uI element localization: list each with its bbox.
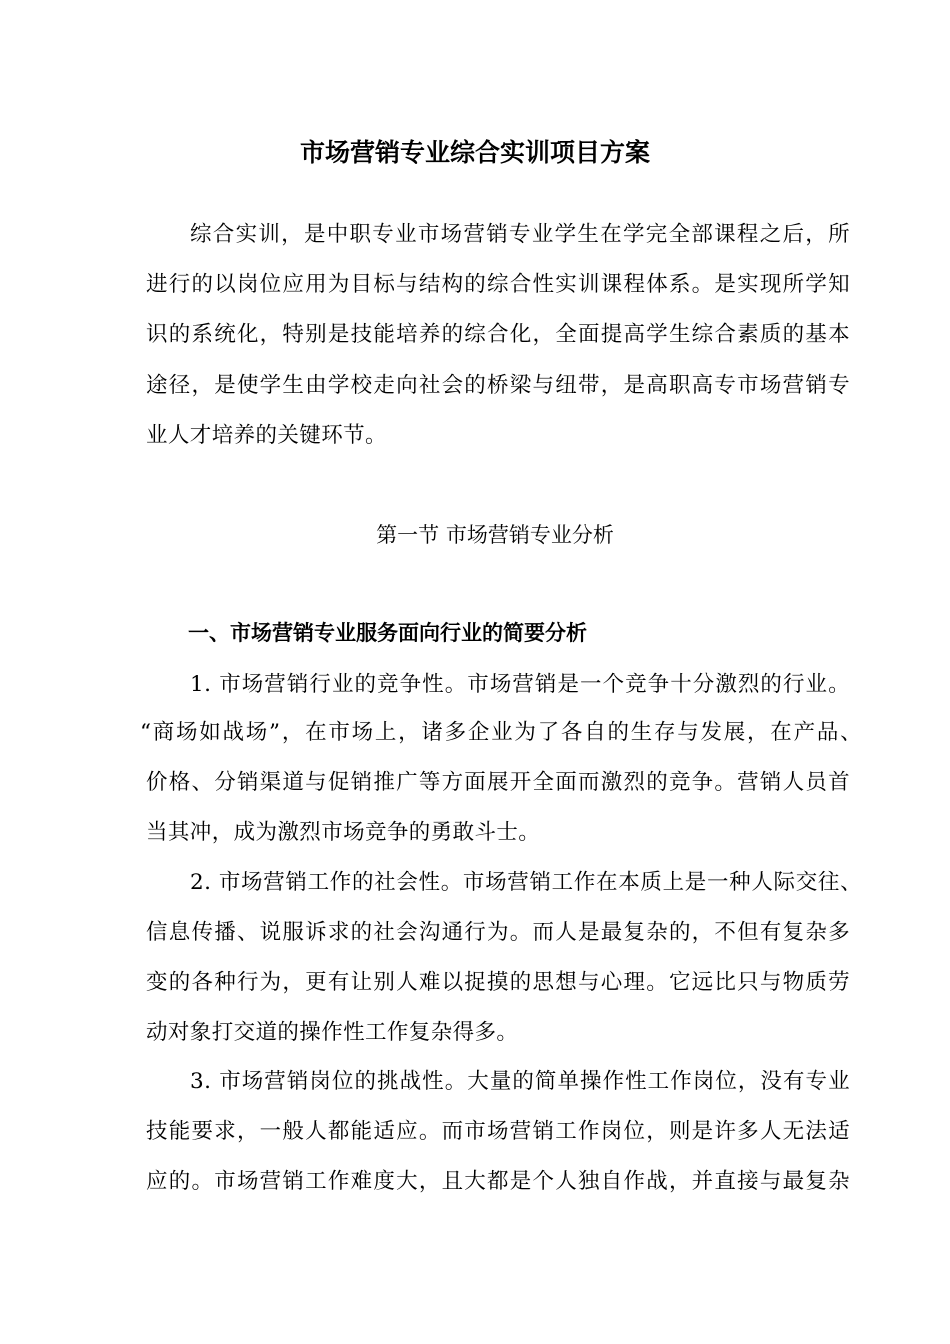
point2-line-2: 信息传播、说服诉求的社会沟通行为。而人是最复杂的，不但有复杂多 (146, 920, 850, 945)
document-title: 市场营销专业综合实训项目方案 (299, 138, 650, 167)
section-heading: 第一节 市场营销专业分析 (376, 523, 614, 547)
point1-line-2: “商场如战场”，在市场上，诸多企业为了各自的生存与发展，在产品、 (140, 720, 862, 745)
intro-line-3: 识的系统化，特别是技能培养的综合化，全面提高学生综合素质的基本 (146, 322, 850, 347)
intro-line-5: 业人才培养的关键环节。 (146, 423, 387, 448)
point1-line-3: 价格、分销渠道与促销推广等方面展开全面而激烈的竞争。营销人员首 (146, 770, 850, 795)
point1-line-4: 当其冲，成为激烈市场竞争的勇敢斗士。 (146, 820, 541, 845)
subheading: 一、市场营销专业服务面向行业的简要分析 (188, 621, 587, 645)
intro-line-4: 途径，是使学生由学校走向社会的桥梁与纽带，是高职高专市场营销专 (146, 373, 850, 398)
point2-line-1: 2. 市场营销工作的社会性。市场营销工作在本质上是一种人际交往、 (190, 870, 862, 895)
point2-line-3: 变的各种行为，更有让别人难以捉摸的思想与心理。它远比只与物质劳 (146, 970, 850, 995)
point3-line-3: 应的。市场营销工作难度大，且大都是个人独自作战，并直接与最复杂 (146, 1169, 850, 1194)
point3-line-1: 3. 市场营销岗位的挑战性。大量的简单操作性工作岗位，没有专业 (190, 1069, 850, 1094)
point1-line-1: 1. 市场营销行业的竞争性。市场营销是一个竞争十分激烈的行业。 (190, 672, 850, 697)
intro-line-2: 进行的以岗位应用为目标与结构的综合性实训课程体系。是实现所学知 (146, 272, 850, 297)
point2-line-4: 动对象打交道的操作性工作复杂得多。 (146, 1020, 519, 1045)
intro-line-1: 综合实训，是中职专业市场营销专业学生在学完全部课程之后，所 (190, 222, 850, 247)
point3-line-2: 技能要求，一般人都能适应。而市场营销工作岗位，则是许多人无法适 (146, 1119, 850, 1144)
